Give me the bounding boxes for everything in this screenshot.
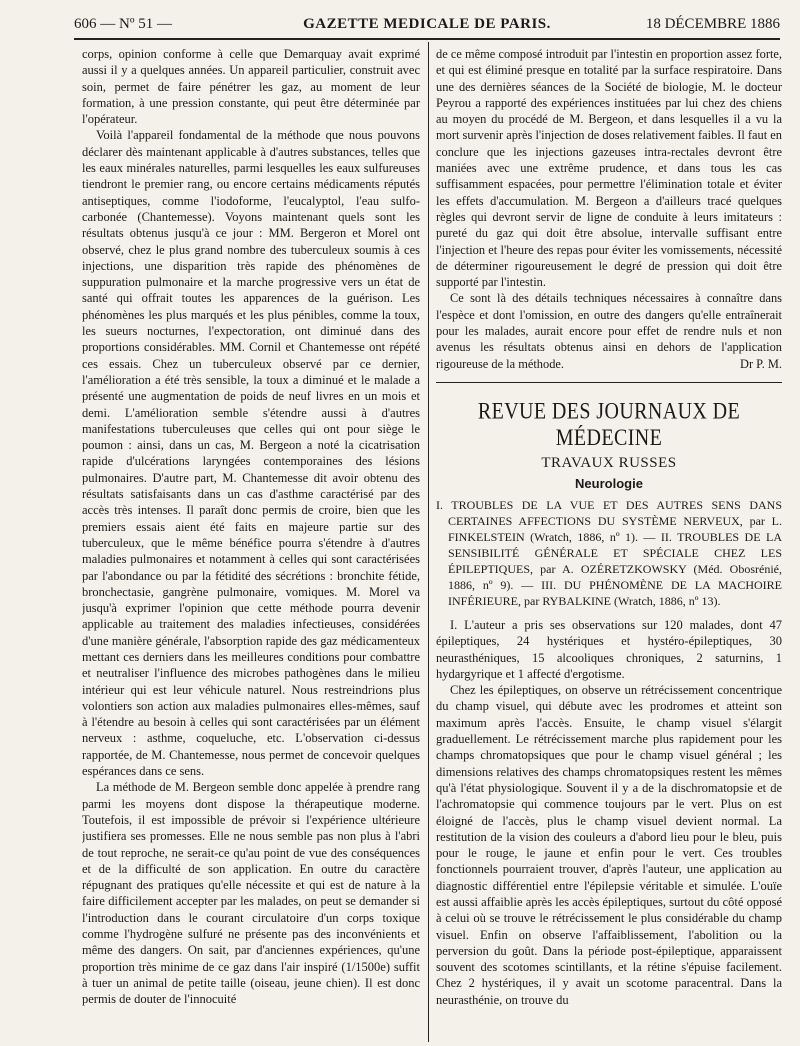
issue-date: 18 DÉCEMBRE 1886 [645,16,780,32]
subsubsection-title: Neurologie [575,475,643,491]
paragraph: de ce même composé introduit par l'intestin en proportion assez forte, et qui est éliminé presque en totalité par la surface respiratoire. Dans une des dernières séances de la Société de biologie, M. le docteur Peyrou a rapporté des expériences instituées par lui chez des chiens au moyen du procédé de M. Bergeon, et dans lesquelles il a vu la mort survenir après l'injection de doses relativement faibles. Il faut en conclure que les injections gazeuses intra-rectales devront être maniées avec une extrême prudence, et dans tous les cas suffisamment espacées, pour permettre l'élimination totale et éviter les effets d'accumulation. M. Bergeon a d'ailleurs tracé quelques règles qui devront servir de ligne de conduite à leurs imitateurs : pureté du gaz qui doit être absolue, intervalle suffisant entre l'injection et l'heure des repas pour éviter les vomissements, nécessité de déterminer rigoureusement le degré de pression qui doit être supporté par l'intestin. [436,47,782,290]
right-column [436,46,782,1038]
paragraph: La méthode de M. Bergeon semble donc appelée à prendre rang parmi les moyens dont dispose la thérapeutique moderne. Toutefois, il est impossible de prévoir si l'expérience ultérieure justifiera ses promesses. Elle ne nous semble pas non plus à l'abri de tout reproche, ne serait-ce qu'au point de vue des conséquences et de la difficulté de son application. En outre du caractère répugnant des pratiques qu'elle nécessite et qui est de nature à la faire difficilement accepter par les malades, on peut se demander si l'introduction dans le courant circulatoire d'un corps toxique comme l'hydrogène sulfuré ne présente pas des inconvénients et même des dangers. On sait, par d'anciennes expériences, qu'une proportion très minime de ce gaz dans l'air inspiré (1/1500e) suffit à tuer un animal de petite taille (oiseau, jeune chien). Il est donc permis de douter de l'innocuité [82,780,420,1007]
section-title: REVUE DES JOURNAUX DE MÉDECINE [477,398,741,451]
paragraph: Chez les épileptiques, on observe un rétrécissement concentrique du champ visuel, qui débute avec les prodromes et atteint son maximum après l'accès. Ensuite, le champ visuel s'élargit graduellement. Le rétrécissement marche plus rapidement pour les champs chromatopsiques que pour le champ visuel général ; les dimensions relatives des champs chromatopsiques restent les mêmes qu'à l'état physiologique. Souvent il y a de la dischromatopsie et de l'achromatopsie qui commence toujours par le vert. Plus on est éloigné de l'accès, plus le champ visuel devient normal. La restitution de la vision des couleurs a d'abord lieu pour le bleu, puis pour le rouge, le jaune et enfin pour le vert. Ces troubles fonctionnels pourraient trouver, d'après l'auteur, une application au diagnostic différentiel entre l'épilepsie véritable et simulée. L'ouïe est aussi affaiblie après les accès épileptiques, surtout du côté opposé à celui où se trouve le rétrécissement le plus considérable du champ visuel. Enfin on observe l'affaiblissement, l'abolition ou la perversion du goût. Dans la période post-épileptique, apparaissent souvent des scotomes scintillants, et la rétine s'épuise facilement. Chez 2 hystériques, il y avait un scotome paracentral. Dans la neurasthénie, on trouve du [436,683,782,1007]
left-column [82,46,420,1038]
article-index: I. TROUBLES DE LA VUE ET DES AUTRES SENS DANS CERTAINES AFFECTIONS DU SYSTÈME NERVEUX, par L. FINKELSTEIN (Wratch, 1886, nº 1). — II. TROUBLES DE LA SENSIBILITÉ GÉNÉRALE ET SPÉCIALE CHEZ LES ÉPILEPTIQUES, par A. OZÉRETZKOWSKY (Méd. Obosrénié, 1886, nº 9). — III. DU PHÉNOMÈNE DE LA MACHOIRE INFÉRIEURE, par RYBALKINE (Wratch, 1886, nº 13). [436,497,782,608]
page-header [74,14,780,36]
signature: Dr P. M. [740,356,782,371]
paragraph: corps, opinion conforme à celle que Demarquay avait exprimé aussi il y a quelques années. Un appareil particulier, construit avec soin, permet de faire pénétrer les gaz, au moment de leur formation, à une pression constante, qui peut être déterminée par l'opérateur. [82,47,420,127]
subsection-title: TRAVAUX RUSSES [541,454,677,471]
paragraph [436,290,782,371]
issue-number: — Nº 51 — [100,16,172,32]
column-divider [428,42,429,1042]
journal-title: GAZETTE MEDICALE DE PARIS. [303,16,551,32]
paragraph: I. L'auteur a pris ses observations sur 120 malades, dont 47 épileptiques, 24 hystériques et hystéro-épileptiques, 30 neurasthéniques, 15 alcooliques chroniques, 2 saturnins, 1 hydargyrique et 1 affecté d'ergotisme. [436,617,782,681]
paragraph-text: Ce sont là des détails techniques nécessaires à connaître dans l'espèce et dont l'omission, en outre des dangers qu'elle entraînerait pour les malades, aurait encore pour effet de rendre nuls et non avenus les résultats obtenus ainsi en dehors de l'application rigoureuse de la méthode. [436,291,782,371]
paragraph: Voilà l'appareil fondamental de la méthode que nous pouvons déclarer dès maintenant applicable à d'autres substances, telles que les eaux minérales naturelles, parmi lesquelles les eaux sulfureuses tiendront le premier rang, ou encore certains médicaments réputés antiseptiques, comme l'iodoforme, l'eucalyptol, l'eau sulfo-carbonée (Chantemesse). Voyons maintenant quels sont les résultats obtenus jusqu'à ce jour : MM. Bergeron et Morel ont observé, chez le plus grand nombre des tuberculeux soumis à ces injections, une disparition très rapide des phénomènes de suppuration pulmonaire et la marche progressive vers un état de santé qui offrait toutes les apparences de la guérison. Les phénomènes les plus marqués et les plus pénibles, comme la toux, les sueurs nocturnes, l'expectoration, ont diminué dans des proportions considérables. MM. Cornil et Chantemesse ont répété ces essais. Chez un tuberculeux observé par ce dernier, l'amélioration a été très sensible, la toux a diminué et le malade a présenté une augmentation de poids de neuf livres en un mois et demi. L'amélioration semble s'étendre aussi à d'autres manifestations tuberculeuses que celles qui ont pour siège le poumon : ainsi, dans un cas, M. Bergeon a noté la cicatrisation rapide d'ulcérations laryngées contemporaines des lésions pulmonaires. D'autre part, M. Chantemesse dit avoir obtenu des résultats satisfaisants dans un cas d'asthme caractérisé par des accès très intenses. Il paraît donc permis de croire, bien que les premiers essais aient été faits en majeure partie sur des tuberculeux, que le même bénéfice pourra s'étendre à d'autres maladies pulmonaires et notamment à celles qui sont caractérisées par l'abondance ou par la fétidité des sécrétions : bronchite fétide, bronchectasie, gangrène pulmonaire, vomiques. M. Morel va jusqu'à exprimer l'opinion que cette méthode pourra devenir applicable au traitement des maladies infectieuses, considérées d'une manière générale, l'absorption rapide des gaz médicamenteux mettant ces derniers dans les meilleures conditions pour combattre et neutraliser l'influence des microbes pathogènes dans le milieu intérieur qui est leur véhicule naturel. Nous restreindrions plus volontiers son action aux maladies pulmonaires elles-mêmes, sauf à l'étendre au besoin à celles qui sont caractérisées par un élément nerveux : asthme, coqueluche, etc. L'observation ci-dessus rapportée, de M. Chantemesse, nous permet de concevoir quelques espérances dans ce sens. [82,128,420,779]
header-rule [74,38,780,40]
section-rule [436,382,782,383]
page-number: 606 [74,16,97,32]
